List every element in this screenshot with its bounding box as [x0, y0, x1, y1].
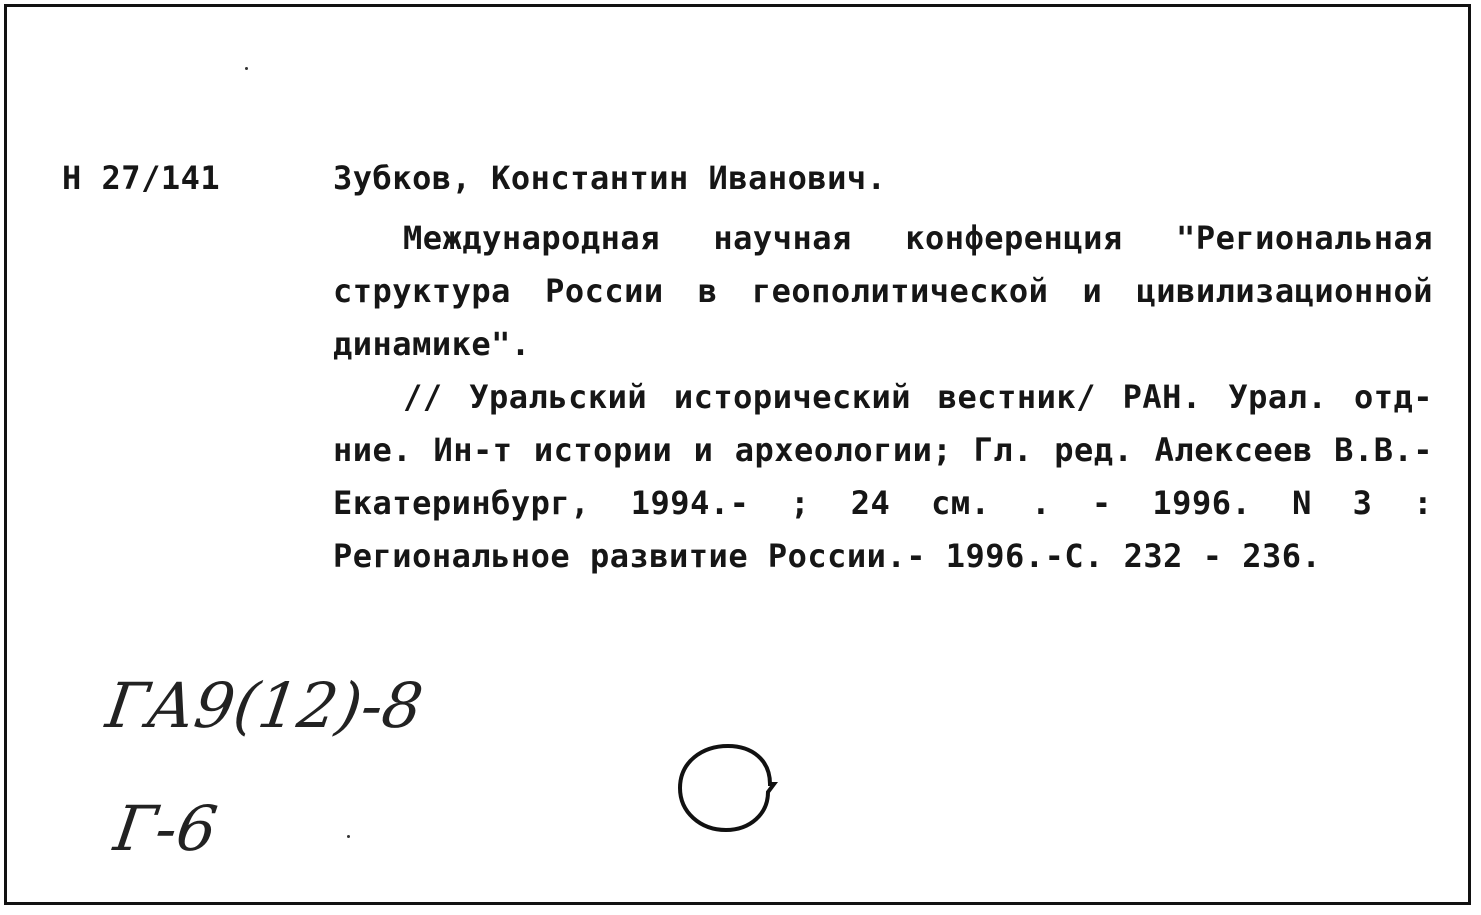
- title-paragraph: Международная научная конференция "Региональная структура России в геополитической и цивилизационной динамике".: [333, 219, 1433, 363]
- source-paragraph: // Уральский исторический вестник/ РАН. Урал. отд-ние. Ин-т истории и археологии; Гл. ред. Алексеев В.В.- Екатеринбург, 1994.- ; 24 см. . - 1996. N 3 : Региональное развитие России.- 1996.-С. 232 - 236.: [333, 378, 1433, 575]
- author-name: Зубков, Константин Иванович.: [333, 159, 887, 197]
- speck-dot: [347, 835, 350, 838]
- bibliographic-description: [333, 212, 1433, 583]
- call-number: Н 27/141: [62, 159, 221, 197]
- handwritten-classification: ГА9(12)-8: [101, 669, 428, 742]
- catalog-card: [4, 4, 1471, 905]
- handwritten-author-mark: Г-6: [109, 792, 222, 865]
- punch-hole-icon: [674, 742, 782, 834]
- speck-dot: [245, 67, 248, 70]
